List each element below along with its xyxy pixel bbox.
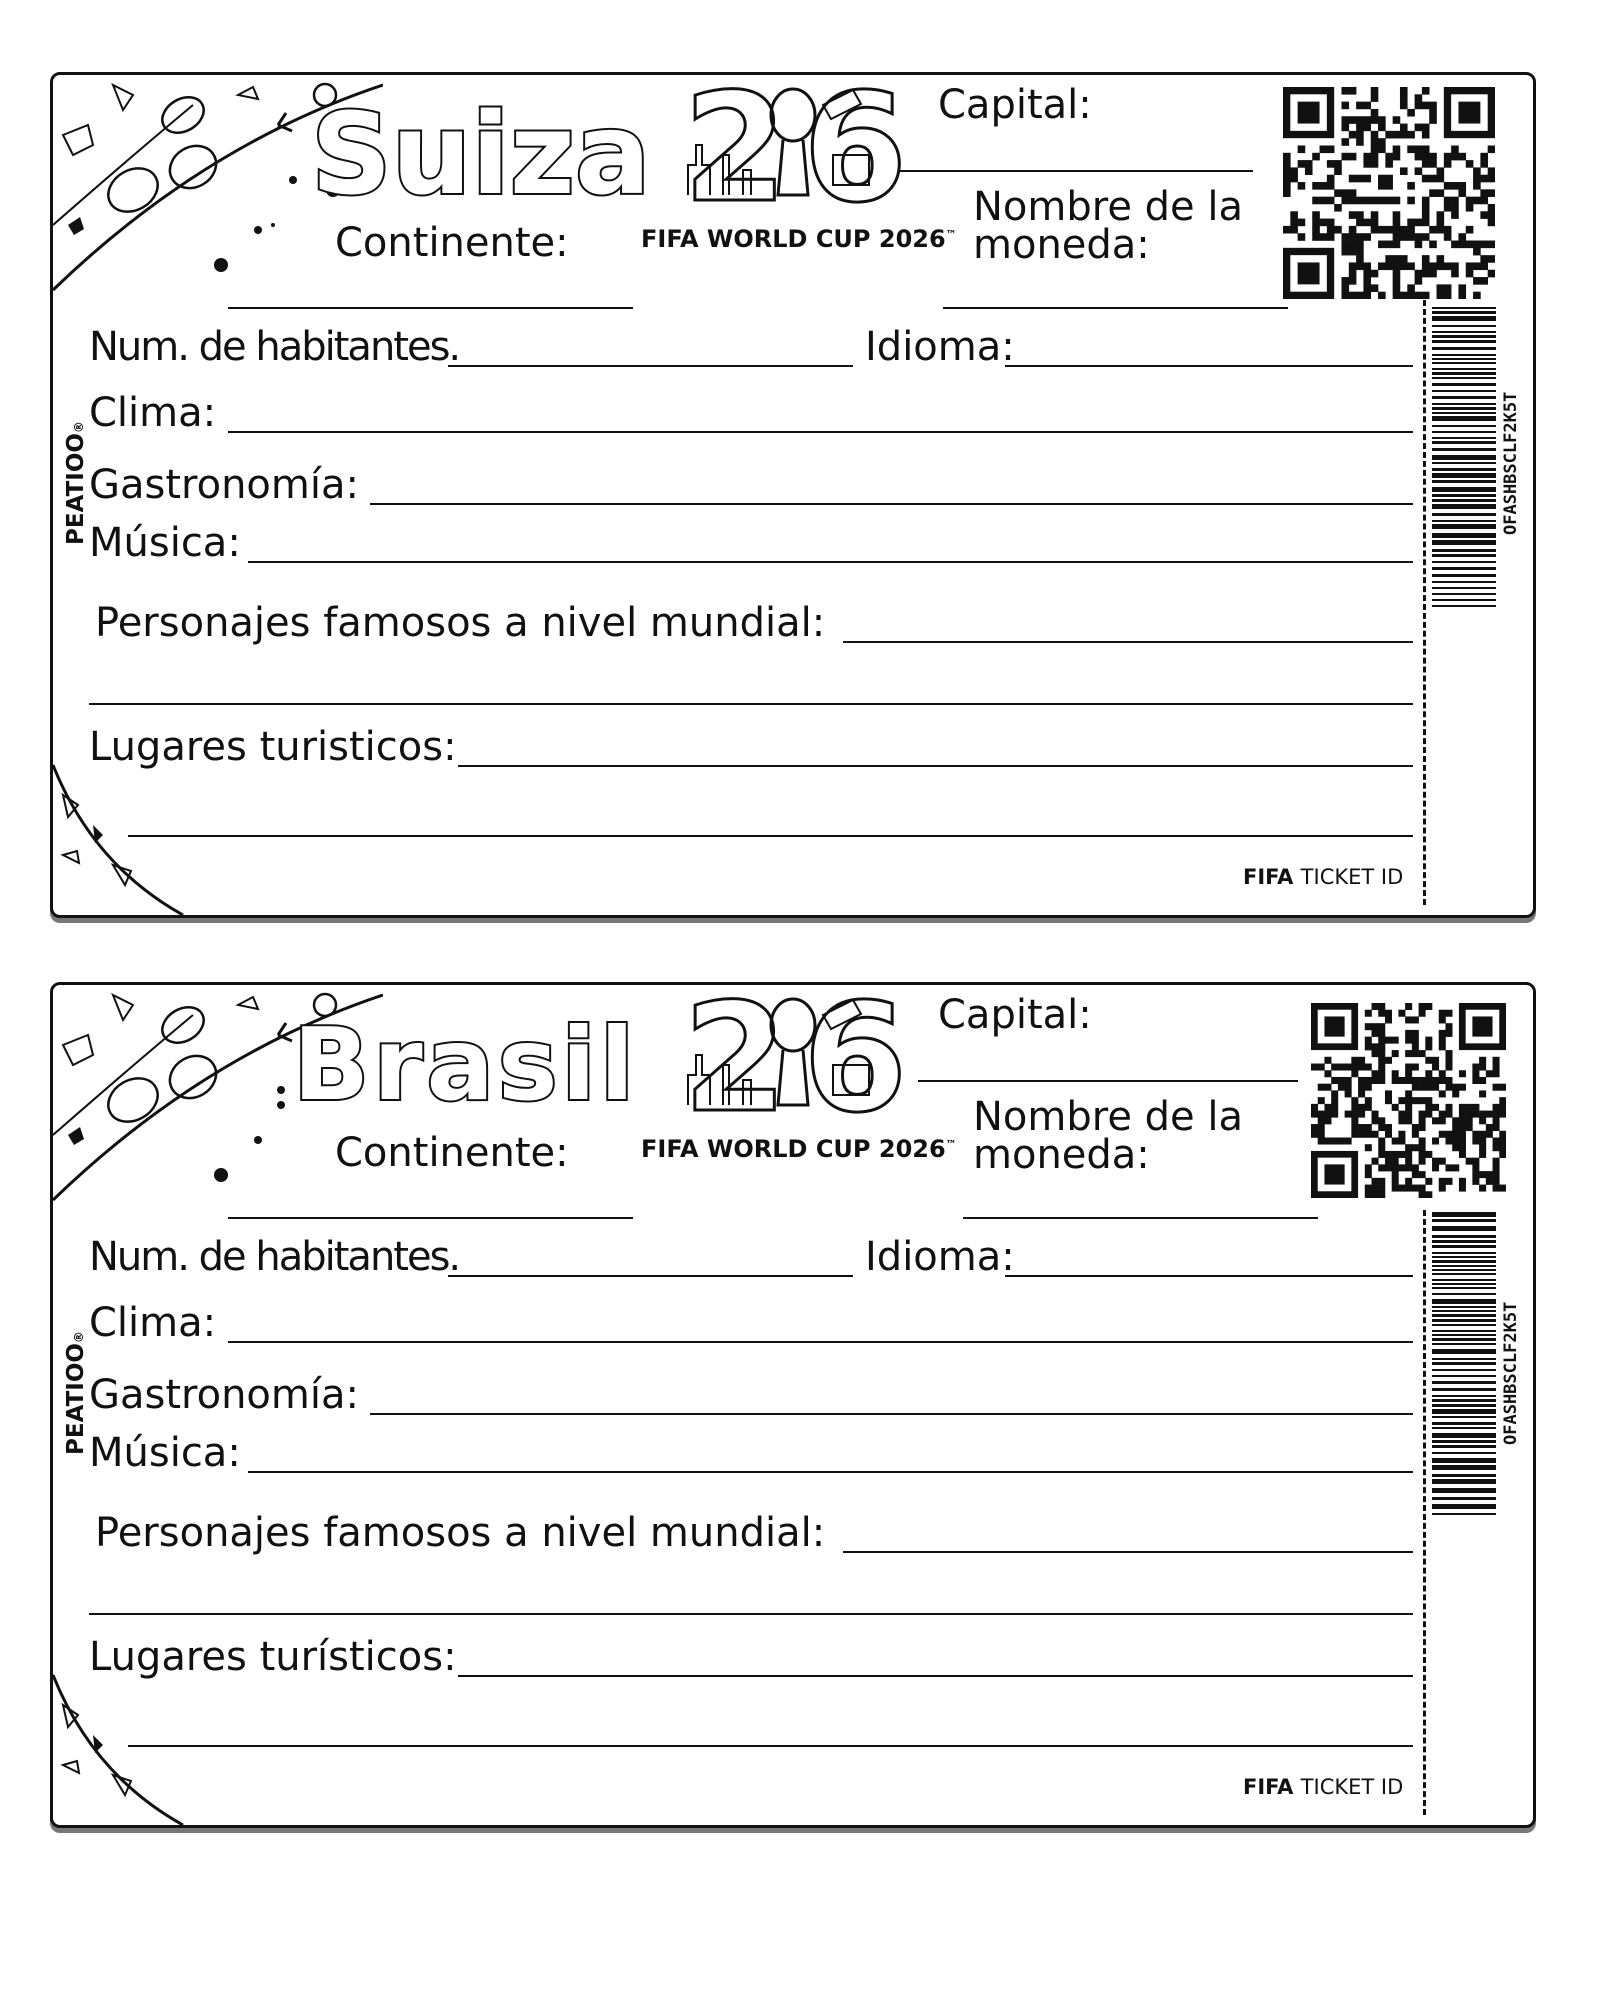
capital-label: Capital: [938,82,1092,128]
brand-mark: ® [72,1331,86,1344]
music-label: Música: [89,520,241,566]
barcode-code: OFASHBSCLF2K5T [1501,391,1521,535]
currency-label-line2: moneda: [973,222,1150,268]
climate-label: Clima: [89,1300,217,1346]
famous-line-2[interactable] [89,1613,1413,1615]
continent-label: Continente: [335,1130,569,1176]
ticket-id-label: TICKET ID [1300,865,1404,889]
climate-line[interactable] [228,431,1413,433]
music-line[interactable] [248,1471,1413,1473]
trademark-mark: ™ [945,228,957,241]
famous-line[interactable] [843,641,1413,643]
continent-line[interactable] [228,1217,633,1219]
currency-label-line1: Nombre de la [973,1094,1243,1140]
ticket-suiza [50,72,1536,918]
brand-mark: ® [72,421,86,434]
svg-text:6: 6 [803,995,908,1125]
event-logo [641,85,957,253]
language-label: Idioma: [865,1234,1015,1280]
ticket-id [1243,1775,1403,1799]
population-label: Num. de habitantes. [89,324,460,370]
famous-label: Personajes famosos a nivel mundial: [95,1510,826,1556]
trademark-mark: ™ [945,1138,957,1151]
barcode-icon [1428,305,1500,610]
qr-code-icon [1311,1003,1506,1198]
ticket-id [1243,865,1403,889]
country-name: Suiza [311,90,651,220]
perforation-line [1423,300,1426,905]
language-line[interactable] [1005,365,1413,367]
currency-label-line1: Nombre de la [973,184,1243,230]
famous-label: Personajes famosos a nivel mundial: [95,600,826,646]
country-name: Brasil [293,1006,639,1123]
ticket-id-label: TICKET ID [1300,1775,1404,1799]
event-logo [641,995,957,1163]
perforation-line [1423,1210,1426,1815]
barcode-code: OFASHBSCLF2K5T [1501,1301,1521,1445]
currency-line[interactable] [943,307,1288,309]
music-line[interactable] [248,561,1413,563]
population-line[interactable] [448,1275,853,1277]
continent-line[interactable] [228,307,633,309]
qr-code-icon [1283,87,1495,299]
gastronomy-label: Gastronomía: [89,462,359,508]
famous-line[interactable] [843,1551,1413,1553]
places-line-2[interactable] [128,835,1413,837]
famous-line-2[interactable] [89,703,1413,705]
trophy-logo-icon [683,85,908,215]
language-label: Idioma: [865,324,1015,370]
places-line[interactable] [458,765,1413,767]
brand-name: PEATIOO [63,1343,89,1455]
trophy-logo-icon [683,995,908,1125]
places-line-2[interactable] [128,1745,1413,1747]
brand-vertical [63,421,89,545]
gastronomy-line[interactable] [370,503,1413,505]
barcode-icon [1428,1210,1500,1520]
brand-vertical [63,1331,89,1455]
currency-label-line2: moneda: [973,1132,1150,1178]
capital-line[interactable] [918,1080,1298,1082]
svg-text:6: 6 [803,85,908,215]
ticket-brasil [50,982,1536,1828]
climate-label: Clima: [89,390,217,436]
gastronomy-label: Gastronomía: [89,1372,359,1418]
svg-text:2: 2 [683,85,788,215]
event-logo-caption: FIFA WORLD CUP 2026 [641,1135,946,1163]
language-line[interactable] [1005,1275,1413,1277]
music-label: Música: [89,1430,241,1476]
currency-line[interactable] [963,1217,1318,1219]
ticket-id-prefix: FIFA [1243,1775,1294,1799]
population-label: Num. de habitantes. [89,1234,460,1280]
gastronomy-line[interactable] [370,1413,1413,1415]
population-line[interactable] [448,365,853,367]
svg-text:2: 2 [683,995,788,1125]
event-logo-caption: FIFA WORLD CUP 2026 [641,225,946,253]
ticket-id-prefix: FIFA [1243,865,1294,889]
places-line[interactable] [458,1675,1413,1677]
capital-label: Capital: [938,992,1092,1038]
places-label: Lugares turísticos: [89,1634,457,1680]
continent-label: Continente: [335,220,569,266]
climate-line[interactable] [228,1341,1413,1343]
places-label: Lugares turisticos: [89,724,457,770]
capital-line[interactable] [898,170,1253,172]
brand-name: PEATIOO [63,433,89,545]
